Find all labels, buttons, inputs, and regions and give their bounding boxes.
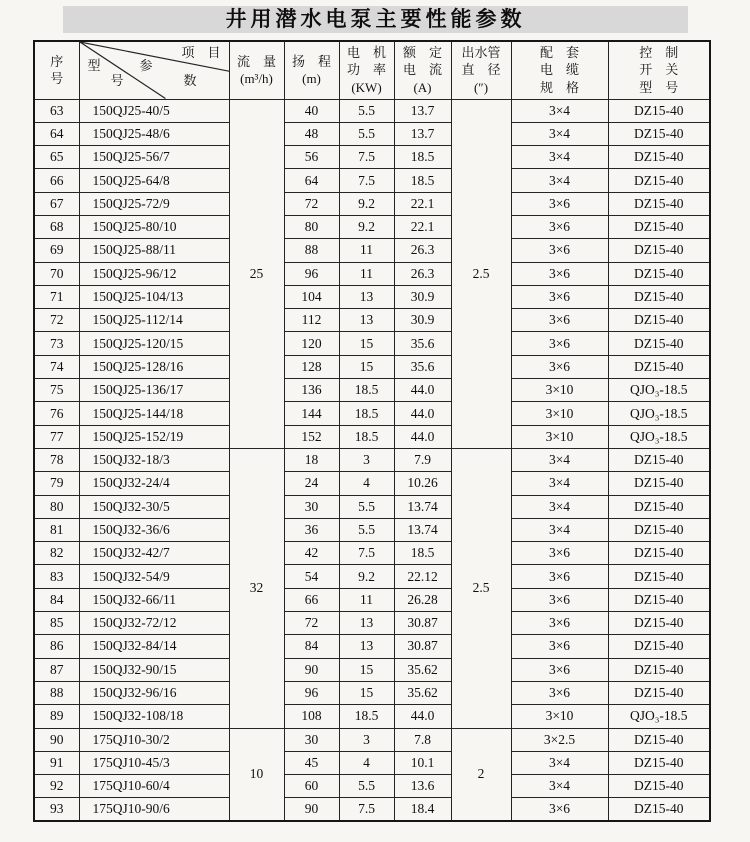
cell-cable: 3×6: [511, 565, 608, 588]
cell-head: 90: [284, 798, 339, 821]
cell-power: 18.5: [339, 705, 394, 728]
cell-cable: 3×4: [511, 169, 608, 192]
cell-seq: 92: [34, 775, 79, 798]
diagonal-label-model: 型: [87, 58, 101, 73]
cell-head: 120: [284, 332, 339, 355]
cell-seq: 66: [34, 169, 79, 192]
cell-model: 150QJ32-108/18: [79, 705, 229, 728]
cell-power: 7.5: [339, 542, 394, 565]
cell-seq: 78: [34, 448, 79, 471]
cell-switch: DZ15-40: [608, 332, 710, 355]
cell-cable: 3×2.5: [511, 728, 608, 751]
cell-current: 10.1: [394, 751, 451, 774]
table-header: [34, 41, 710, 99]
table-row: [34, 215, 710, 238]
cell-current: 35.6: [394, 332, 451, 355]
col-header-flow-line: 流 量: [236, 53, 276, 69]
col-header-seq: [34, 41, 79, 99]
col-header-diameter-unit: (″): [473, 80, 489, 96]
cell-cable: 3×6: [511, 239, 608, 262]
cell-power: 13: [339, 309, 394, 332]
cell-power: 5.5: [339, 99, 394, 122]
cell-head: 66: [284, 588, 339, 611]
cell-model: 150QJ25-64/8: [79, 169, 229, 192]
cell-head: 30: [284, 728, 339, 751]
cell-current: 13.6: [394, 775, 451, 798]
table-row: [34, 798, 710, 821]
cell-head: 60: [284, 775, 339, 798]
cell-switch: DZ15-40: [608, 542, 710, 565]
cell-current: 26.28: [394, 588, 451, 611]
cell-cable: 3×6: [511, 658, 608, 681]
cell-power: 18.5: [339, 379, 394, 402]
cell-model: 150QJ32-84/14: [79, 635, 229, 658]
cell-seq: 71: [34, 285, 79, 308]
cell-seq: 84: [34, 588, 79, 611]
table-row: [34, 542, 710, 565]
cell-model: 150QJ25-120/15: [79, 332, 229, 355]
cell-cable: 3×4: [511, 775, 608, 798]
cell-head: 96: [284, 681, 339, 704]
col-header-head-line: 扬 程: [291, 53, 331, 69]
col-header-model-diagonal: [79, 41, 229, 99]
cell-model: 150QJ32-96/16: [79, 681, 229, 704]
cell-cable: 3×6: [511, 332, 608, 355]
col-header-switch-line: 型 号: [639, 80, 679, 96]
cell-diameter: 2: [451, 728, 511, 821]
cell-switch: QJO₃-18.5: [608, 425, 710, 448]
cell-current: 18.5: [394, 169, 451, 192]
cell-model: 175QJ10-45/3: [79, 751, 229, 774]
cell-switch: DZ15-40: [608, 448, 710, 471]
cell-head: 84: [284, 635, 339, 658]
cell-cable: 3×10: [511, 425, 608, 448]
col-header-current-unit: (A): [413, 80, 432, 96]
cell-power: 7.5: [339, 146, 394, 169]
cell-switch: DZ15-40: [608, 612, 710, 635]
cell-head: 72: [284, 612, 339, 635]
table-row: [34, 425, 710, 448]
cell-head: 72: [284, 192, 339, 215]
table-row: [34, 681, 710, 704]
table-row: [34, 239, 710, 262]
cell-cable: 3×10: [511, 705, 608, 728]
cell-model: 150QJ25-136/17: [79, 379, 229, 402]
cell-current: 35.62: [394, 681, 451, 704]
cell-cable: 3×6: [511, 285, 608, 308]
table-row: [34, 472, 710, 495]
cell-seq: 68: [34, 215, 79, 238]
cell-switch: DZ15-40: [608, 751, 710, 774]
cell-current: 26.3: [394, 262, 451, 285]
col-header-power-line: 功 率: [346, 62, 386, 78]
cell-cable: 3×6: [511, 215, 608, 238]
table-row: [34, 262, 710, 285]
header-row: [34, 41, 710, 99]
cell-current: 22.1: [394, 215, 451, 238]
cell-switch: DZ15-40: [608, 518, 710, 541]
cell-head: 36: [284, 518, 339, 541]
cell-power: 9.2: [339, 215, 394, 238]
cell-power: 11: [339, 262, 394, 285]
cell-power: 11: [339, 588, 394, 611]
col-header-current-line: 额 定: [402, 44, 442, 60]
table-row: [34, 169, 710, 192]
cell-seq: 67: [34, 192, 79, 215]
col-header-diameter-line: 出水管: [461, 44, 501, 60]
cell-current: 10.26: [394, 472, 451, 495]
cell-current: 30.9: [394, 285, 451, 308]
cell-model: 175QJ10-60/4: [79, 775, 229, 798]
cell-switch: DZ15-40: [608, 239, 710, 262]
table-row: [34, 588, 710, 611]
cell-current: 35.6: [394, 355, 451, 378]
cell-cable: 3×4: [511, 751, 608, 774]
cell-switch: DZ15-40: [608, 355, 710, 378]
cell-switch: QJO₃-18.5: [608, 402, 710, 425]
cell-cable: 3×6: [511, 681, 608, 704]
table-row: [34, 728, 710, 751]
cell-model: 150QJ25-40/5: [79, 99, 229, 122]
cell-model: 175QJ10-30/2: [79, 728, 229, 751]
cell-current: 30.9: [394, 309, 451, 332]
cell-power: 9.2: [339, 192, 394, 215]
cell-cable: 3×4: [511, 518, 608, 541]
cell-seq: 91: [34, 751, 79, 774]
cell-power: 4: [339, 472, 394, 495]
cell-switch: DZ15-40: [608, 588, 710, 611]
cell-switch: QJO₃-18.5: [608, 705, 710, 728]
cell-cable: 3×6: [511, 542, 608, 565]
cell-seq: 80: [34, 495, 79, 518]
table-row: [34, 332, 710, 355]
cell-seq: 90: [34, 728, 79, 751]
cell-head: 54: [284, 565, 339, 588]
cell-model: 150QJ32-30/5: [79, 495, 229, 518]
col-header-cable: [511, 41, 608, 99]
col-header-switch-line: 控 制: [639, 44, 679, 60]
cell-cable: 3×4: [511, 472, 608, 495]
cell-current: 18.5: [394, 542, 451, 565]
cell-head: 30: [284, 495, 339, 518]
cell-current: 13.7: [394, 122, 451, 145]
cell-current: 22.1: [394, 192, 451, 215]
diagonal-label-param: 数: [183, 73, 197, 88]
col-header-flow-unit: (m³/h): [240, 71, 273, 87]
cell-power: 7.5: [339, 169, 394, 192]
cell-model: 150QJ25-80/10: [79, 215, 229, 238]
cell-seq: 77: [34, 425, 79, 448]
cell-model: 150QJ25-112/14: [79, 309, 229, 332]
col-header-flow: [229, 41, 284, 99]
cell-model: 150QJ25-72/9: [79, 192, 229, 215]
cell-current: 35.62: [394, 658, 451, 681]
cell-seq: 64: [34, 122, 79, 145]
cell-cable: 3×4: [511, 448, 608, 471]
cell-power: 9.2: [339, 565, 394, 588]
col-header-power-unit: (KW): [351, 80, 382, 96]
table-row: [34, 355, 710, 378]
cell-seq: 69: [34, 239, 79, 262]
cell-model: 150QJ32-42/7: [79, 542, 229, 565]
table-row: [34, 612, 710, 635]
cell-switch: DZ15-40: [608, 565, 710, 588]
cell-seq: 79: [34, 472, 79, 495]
table-row: [34, 518, 710, 541]
cell-switch: DZ15-40: [608, 309, 710, 332]
cell-power: 5.5: [339, 518, 394, 541]
cell-flow: 25: [229, 99, 284, 448]
cell-switch: DZ15-40: [608, 472, 710, 495]
table-row: [34, 146, 710, 169]
col-header-switch-line: 开 关: [639, 62, 679, 78]
cell-switch: DZ15-40: [608, 99, 710, 122]
col-header-current: [394, 41, 451, 99]
cell-head: 56: [284, 146, 339, 169]
cell-power: 4: [339, 751, 394, 774]
cell-power: 13: [339, 285, 394, 308]
cell-switch: DZ15-40: [608, 215, 710, 238]
table-row: [34, 309, 710, 332]
cell-current: 7.9: [394, 448, 451, 471]
cell-switch: DZ15-40: [608, 262, 710, 285]
col-header-cable-line: 配 套: [539, 44, 579, 60]
cell-switch: DZ15-40: [608, 635, 710, 658]
cell-head: 144: [284, 402, 339, 425]
col-header-power-line: 电 机: [346, 44, 386, 60]
cell-model: 150QJ25-48/6: [79, 122, 229, 145]
cell-model: 150QJ32-90/15: [79, 658, 229, 681]
diagonal-cell: [80, 42, 229, 99]
cell-power: 15: [339, 355, 394, 378]
col-header-head: [284, 41, 339, 99]
cell-head: 112: [284, 309, 339, 332]
cell-head: 64: [284, 169, 339, 192]
col-header-seq-line: 号: [50, 71, 64, 87]
table-row: [34, 495, 710, 518]
cell-seq: 89: [34, 705, 79, 728]
cell-switch: DZ15-40: [608, 775, 710, 798]
cell-head: 108: [284, 705, 339, 728]
cell-head: 88: [284, 239, 339, 262]
cell-switch: DZ15-40: [608, 285, 710, 308]
cell-switch: DZ15-40: [608, 192, 710, 215]
cell-current: 26.3: [394, 239, 451, 262]
cell-current: 13.74: [394, 518, 451, 541]
cell-head: 18: [284, 448, 339, 471]
cell-current: 7.8: [394, 728, 451, 751]
cell-model: 150QJ32-36/6: [79, 518, 229, 541]
cell-diameter: 2.5: [451, 448, 511, 728]
cell-head: 136: [284, 379, 339, 402]
table-row: [34, 565, 710, 588]
cell-switch: DZ15-40: [608, 681, 710, 704]
cell-switch: QJO₃-18.5: [608, 379, 710, 402]
cell-cable: 3×6: [511, 635, 608, 658]
diagonal-label-model: 号: [110, 73, 124, 88]
cell-cable: 3×6: [511, 355, 608, 378]
cell-current: 30.87: [394, 612, 451, 635]
cell-head: 48: [284, 122, 339, 145]
cell-power: 5.5: [339, 122, 394, 145]
cell-seq: 74: [34, 355, 79, 378]
cell-switch: DZ15-40: [608, 658, 710, 681]
cell-power: 15: [339, 658, 394, 681]
col-header-power: [339, 41, 394, 99]
cell-current: 44.0: [394, 425, 451, 448]
diagonal-label-project: 项 目: [181, 45, 221, 60]
cell-power: 13: [339, 635, 394, 658]
diagonal-label-param: 参: [139, 58, 153, 73]
cell-model: 150QJ32-18/3: [79, 448, 229, 471]
col-header-current-line: 电 流: [402, 62, 442, 78]
table-row: [34, 122, 710, 145]
cell-cable: 3×10: [511, 402, 608, 425]
cell-cable: 3×4: [511, 99, 608, 122]
cell-power: 15: [339, 332, 394, 355]
cell-seq: 88: [34, 681, 79, 704]
col-header-cable-line: 电 缆: [539, 62, 579, 78]
cell-switch: DZ15-40: [608, 169, 710, 192]
cell-seq: 81: [34, 518, 79, 541]
cell-cable: 3×10: [511, 379, 608, 402]
cell-power: 7.5: [339, 798, 394, 821]
cell-flow: 10: [229, 728, 284, 821]
cell-power: 18.5: [339, 425, 394, 448]
cell-model: 150QJ25-144/18: [79, 402, 229, 425]
cell-head: 104: [284, 285, 339, 308]
table-row: [34, 285, 710, 308]
cell-flow: 32: [229, 448, 284, 728]
cell-cable: 3×6: [511, 262, 608, 285]
cell-seq: 93: [34, 798, 79, 821]
cell-current: 30.87: [394, 635, 451, 658]
cell-cable: 3×6: [511, 309, 608, 332]
cell-head: 80: [284, 215, 339, 238]
cell-head: 90: [284, 658, 339, 681]
col-header-diameter-line: 直 径: [461, 62, 501, 78]
cell-seq: 73: [34, 332, 79, 355]
table-body: [34, 99, 710, 821]
cell-power: 5.5: [339, 495, 394, 518]
cell-power: 13: [339, 612, 394, 635]
cell-model: 175QJ10-90/6: [79, 798, 229, 821]
cell-seq: 83: [34, 565, 79, 588]
cell-seq: 75: [34, 379, 79, 402]
cell-current: 44.0: [394, 379, 451, 402]
cell-cable: 3×4: [511, 495, 608, 518]
table-row: [34, 658, 710, 681]
cell-power: 3: [339, 728, 394, 751]
col-header-seq-line: 序: [50, 53, 64, 69]
cell-power: 18.5: [339, 402, 394, 425]
cell-seq: 85: [34, 612, 79, 635]
cell-cable: 3×4: [511, 122, 608, 145]
cell-head: 40: [284, 99, 339, 122]
cell-seq: 65: [34, 146, 79, 169]
col-header-head-unit: (m): [302, 71, 321, 87]
table-row: [34, 635, 710, 658]
table-row: [34, 192, 710, 215]
cell-switch: DZ15-40: [608, 798, 710, 821]
table-row: [34, 705, 710, 728]
cell-model: 150QJ25-152/19: [79, 425, 229, 448]
cell-model: 150QJ32-54/9: [79, 565, 229, 588]
col-header-cable-line: 规 格: [539, 80, 579, 96]
cell-cable: 3×6: [511, 612, 608, 635]
cell-seq: 70: [34, 262, 79, 285]
cell-power: 5.5: [339, 775, 394, 798]
cell-seq: 76: [34, 402, 79, 425]
cell-switch: DZ15-40: [608, 728, 710, 751]
table-row: [34, 99, 710, 122]
col-header-switch: [608, 41, 710, 99]
cell-switch: DZ15-40: [608, 146, 710, 169]
cell-cable: 3×6: [511, 588, 608, 611]
cell-switch: DZ15-40: [608, 495, 710, 518]
cell-current: 44.0: [394, 705, 451, 728]
cell-seq: 87: [34, 658, 79, 681]
cell-current: 13.7: [394, 99, 451, 122]
cell-head: 96: [284, 262, 339, 285]
cell-model: 150QJ32-72/12: [79, 612, 229, 635]
cell-model: 150QJ32-24/4: [79, 472, 229, 495]
cell-model: 150QJ32-66/11: [79, 588, 229, 611]
cell-seq: 82: [34, 542, 79, 565]
cell-head: 45: [284, 751, 339, 774]
table-row: [34, 751, 710, 774]
cell-current: 18.4: [394, 798, 451, 821]
cell-head: 42: [284, 542, 339, 565]
pump-parameters-table: [33, 40, 711, 822]
cell-model: 150QJ25-104/13: [79, 285, 229, 308]
cell-head: 128: [284, 355, 339, 378]
cell-current: 18.5: [394, 146, 451, 169]
cell-model: 150QJ25-88/11: [79, 239, 229, 262]
table-row: [34, 379, 710, 402]
cell-head: 24: [284, 472, 339, 495]
cell-switch: DZ15-40: [608, 122, 710, 145]
cell-cable: 3×6: [511, 798, 608, 821]
page-title: 井用潜水电泵主要性能参数: [63, 6, 688, 33]
cell-seq: 72: [34, 309, 79, 332]
cell-model: 150QJ25-56/7: [79, 146, 229, 169]
cell-diameter: 2.5: [451, 99, 511, 448]
cell-power: 11: [339, 239, 394, 262]
cell-cable: 3×4: [511, 146, 608, 169]
cell-power: 3: [339, 448, 394, 471]
table-row: [34, 448, 710, 471]
col-header-diameter: [451, 41, 511, 99]
cell-model: 150QJ25-128/16: [79, 355, 229, 378]
table-row: [34, 775, 710, 798]
cell-head: 152: [284, 425, 339, 448]
cell-current: 13.74: [394, 495, 451, 518]
cell-current: 44.0: [394, 402, 451, 425]
table-row: [34, 402, 710, 425]
cell-seq: 86: [34, 635, 79, 658]
cell-seq: 63: [34, 99, 79, 122]
cell-current: 22.12: [394, 565, 451, 588]
cell-cable: 3×6: [511, 192, 608, 215]
cell-model: 150QJ25-96/12: [79, 262, 229, 285]
cell-power: 15: [339, 681, 394, 704]
